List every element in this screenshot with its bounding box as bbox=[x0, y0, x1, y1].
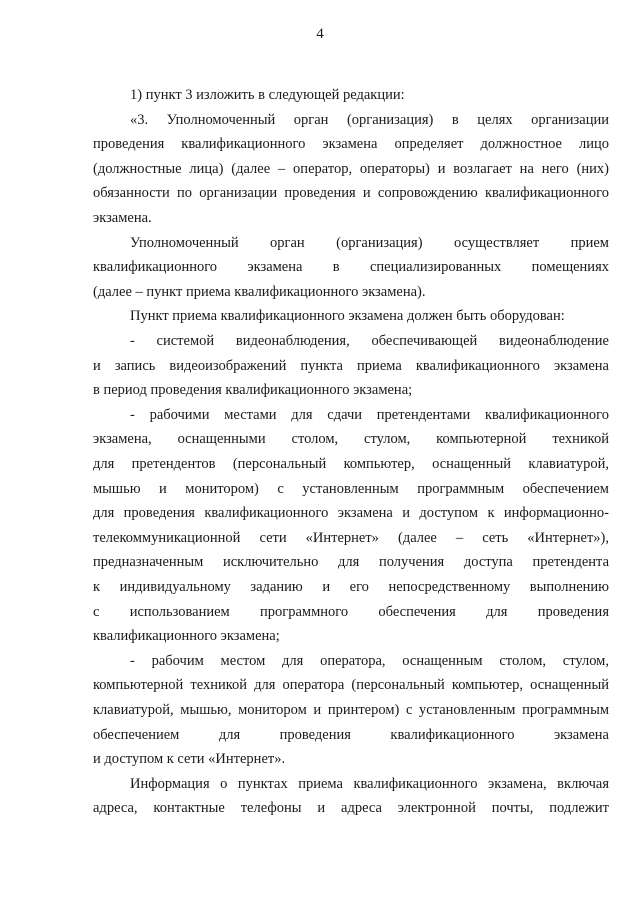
text-line: экзамена. bbox=[93, 210, 152, 226]
text-line: 1) пункт 3 изложить в следующей редакции: bbox=[130, 87, 405, 103]
text-line: квалификационного экзамена; bbox=[93, 628, 280, 645]
text-line: к индивидуальному заданию и его непосредственному выполнению bbox=[93, 579, 609, 595]
text-line: - системой видеонаблюдения, обеспечивающей видеонаблюдение bbox=[130, 333, 609, 349]
text-line: экзамена, оснащенными столом, стулом, компьютерной техникой bbox=[93, 431, 609, 448]
text-line: и запись видеоизображений пункта приема квалификационного экзамена bbox=[93, 357, 609, 374]
text-line: Информация о пунктах приема квалификационного экзамена, включая bbox=[130, 775, 609, 792]
text-line: и доступом к сети «Интернет». bbox=[93, 751, 286, 768]
text-line: для претендентов (персональный компьютер, оснащенный клавиатурой, bbox=[93, 456, 609, 472]
text-line: - рабочими местами для сдачи претендентами квалификационного bbox=[130, 406, 609, 423]
text-line: Уполномоченный орган (организация) осуществляет прием bbox=[130, 234, 609, 251]
text-line: предназначенным исключительно для получения доступа претендента bbox=[93, 554, 609, 571]
text-line: адреса, контактные телефоны и адреса электронной почты, подлежит bbox=[93, 800, 609, 817]
text-line: в период проведения квалификационного экзамена; bbox=[93, 382, 413, 399]
text-line: проведения квалификационного экзамена определяет должностное лицо bbox=[93, 136, 609, 153]
text-line: (должностные лица) (далее – оператор, операторы) и возлагает на него (них) bbox=[93, 160, 609, 177]
text-line: квалификационного экзамена в специализированных помещениях bbox=[93, 259, 609, 276]
text-line: телекоммуникационной сети «Интернет» (далее – сеть «Интернет»), bbox=[93, 529, 609, 546]
text-line: обязанности по организации проведения и сопровождению квалификационного bbox=[93, 185, 609, 202]
text-line: (далее – пункт приема квалификационного экзамена). bbox=[93, 283, 426, 300]
text-line: компьютерной техникой для оператора (персональный компьютер, оснащенный bbox=[93, 677, 609, 694]
text-line: Пункт приема квалификационного экзамена должен быть оборудован: bbox=[130, 308, 565, 325]
text-line: - рабочим местом для оператора, оснащенным столом, стулом, bbox=[130, 652, 609, 669]
text-line: «3. Уполномоченный орган (организация) в целях организации bbox=[130, 111, 609, 128]
text-line: клавиатурой, мышью, монитором и принтером) с установленным программным bbox=[93, 702, 609, 718]
text-line: с использованием программного обеспечения для проведения bbox=[93, 603, 609, 620]
text-line: мышью и монитором) с установленным программным обеспечением bbox=[93, 480, 609, 497]
text-line: для проведения квалификационного экзамена и доступом к информационно- bbox=[93, 505, 609, 522]
page-number: 4 bbox=[316, 26, 324, 42]
text-line: обеспечением для проведения квалификационного экзамена bbox=[93, 726, 609, 743]
